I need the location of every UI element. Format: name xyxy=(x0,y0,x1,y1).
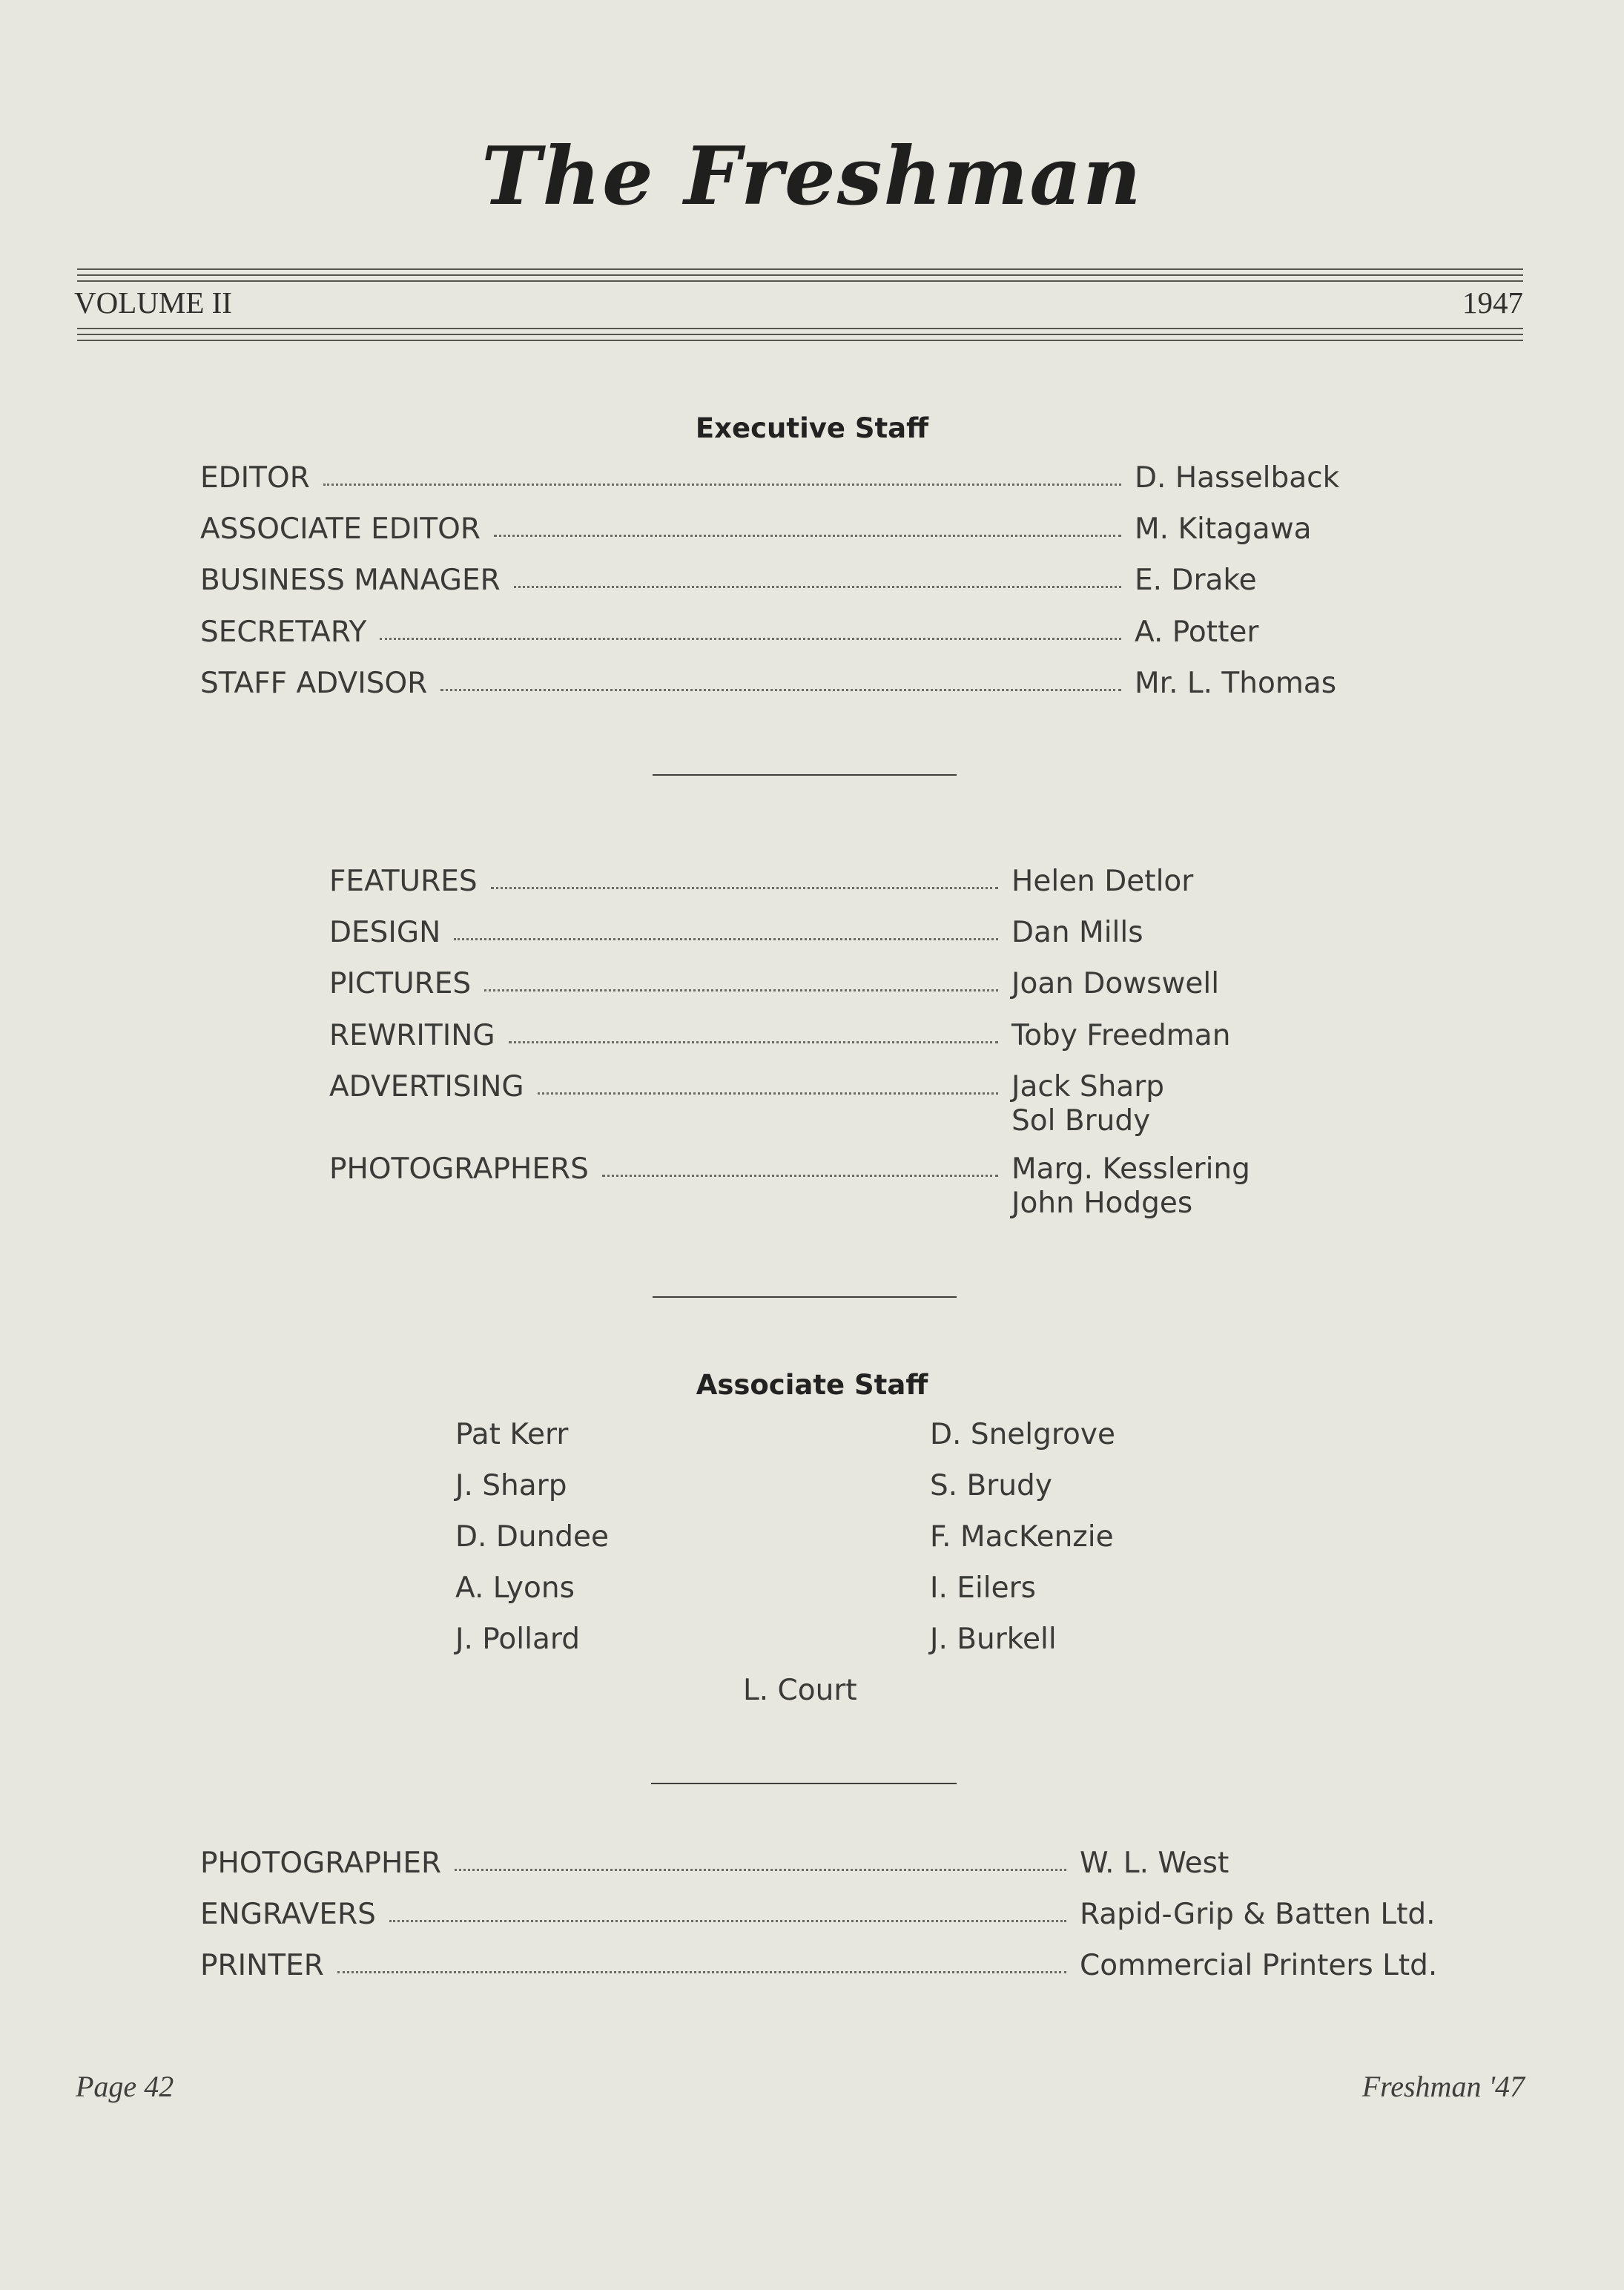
dot-leader xyxy=(602,1152,998,1177)
rule-line xyxy=(77,328,1523,329)
section-divider xyxy=(651,1783,957,1784)
top-double-rule xyxy=(77,268,1523,286)
associate-name: Pat Kerr xyxy=(455,1418,569,1451)
associate-name: J. Pollard xyxy=(455,1623,580,1656)
staff-names xyxy=(1080,1847,1443,1881)
staff-name: Jack Sharp xyxy=(1011,1070,1164,1103)
staff-name: Helen Detlor xyxy=(1011,865,1194,898)
associate-staff-list xyxy=(0,1418,1624,1729)
staff-names xyxy=(1135,461,1357,495)
role-label: SECRETARY xyxy=(200,616,367,649)
dot-leader xyxy=(509,1019,998,1043)
role-label: PHOTOGRAPHERS xyxy=(329,1152,589,1186)
staff-entry xyxy=(200,564,1357,598)
staff-entry xyxy=(200,667,1357,701)
running-footer: Freshman '47 xyxy=(1361,2070,1525,2103)
staff-name: W. L. West xyxy=(1080,1847,1229,1880)
dot-leader xyxy=(514,564,1121,588)
staff-names xyxy=(1135,667,1357,701)
section-divider xyxy=(653,1296,957,1298)
dot-leader xyxy=(484,967,998,991)
staff-entry xyxy=(200,616,1357,650)
staff-entry xyxy=(200,461,1357,495)
page-title: The Freshman xyxy=(481,130,1143,223)
staff-name: Marg. Kesslering xyxy=(1011,1152,1250,1186)
associate-name: S. Brudy xyxy=(930,1469,1052,1502)
role-label: ASSOCIATE EDITOR xyxy=(200,512,481,546)
staff-entry xyxy=(329,1070,1271,1138)
bottom-double-rule xyxy=(77,328,1523,346)
rule-line xyxy=(77,334,1523,335)
rule-line xyxy=(77,280,1523,282)
staff-entry xyxy=(329,967,1271,1001)
staff-names xyxy=(1011,967,1271,1001)
staff-entry xyxy=(329,865,1271,899)
dot-leader xyxy=(494,512,1121,537)
dot-leader xyxy=(455,1847,1066,1871)
associate-name: F. MacKenzie xyxy=(930,1520,1114,1554)
associate-name: I. Eilers xyxy=(930,1571,1036,1605)
staff-entry xyxy=(329,1019,1271,1053)
staff-entry xyxy=(329,1152,1271,1221)
role-label: EDITOR xyxy=(200,461,310,495)
staff-names xyxy=(1011,1152,1271,1221)
staff-name: Toby Freedman xyxy=(1011,1019,1231,1052)
page-number: Page 42 xyxy=(76,2070,174,2103)
staff-names xyxy=(1011,916,1271,950)
rule-line xyxy=(77,268,1523,270)
staff-entry xyxy=(200,1898,1443,1932)
role-label: FEATURES xyxy=(329,865,478,898)
staff-name: Dan Mills xyxy=(1011,916,1143,949)
year-label: 1947 xyxy=(1462,286,1523,320)
dot-leader xyxy=(454,916,998,940)
role-label: STAFF ADVISOR xyxy=(200,667,428,700)
role-label: PHOTOGRAPHER xyxy=(200,1847,442,1880)
staff-name: A. Potter xyxy=(1135,616,1259,649)
staff-names xyxy=(1011,865,1271,899)
volume-label: VOLUME II xyxy=(74,286,232,320)
staff-names xyxy=(1135,564,1357,598)
staff-entry xyxy=(200,1949,1443,1983)
staff-entry xyxy=(200,512,1357,547)
associate-name: A. Lyons xyxy=(455,1571,575,1605)
role-label: ENGRAVERS xyxy=(200,1898,376,1931)
staff-names xyxy=(1135,616,1357,650)
rule-line xyxy=(77,274,1523,276)
staff-names xyxy=(1080,1949,1443,1983)
role-label: PRINTER xyxy=(200,1949,324,1982)
staff-name: Commercial Printers Ltd. xyxy=(1080,1949,1438,1982)
associate-staff-heading: Associate Staff xyxy=(696,1369,928,1401)
role-label: BUSINESS MANAGER xyxy=(200,564,501,597)
staff-name: Sol Brudy xyxy=(1011,1104,1151,1138)
staff-name: M. Kitagawa xyxy=(1135,512,1312,546)
associate-name: D. Dundee xyxy=(455,1520,610,1554)
staff-name: Rapid-Grip & Batten Ltd. xyxy=(1080,1898,1436,1931)
staff-name: D. Hasselback xyxy=(1135,461,1340,495)
dot-leader xyxy=(380,616,1121,640)
dot-leader xyxy=(389,1898,1066,1922)
staff-names xyxy=(1080,1898,1443,1932)
associate-name: J. Burkell xyxy=(930,1623,1057,1656)
staff-name: John Hodges xyxy=(1011,1187,1193,1220)
rule-line xyxy=(77,340,1523,341)
staff-names xyxy=(1011,1019,1271,1053)
associate-name: D. Snelgrove xyxy=(930,1418,1115,1451)
staff-names xyxy=(1135,512,1357,547)
staff-entry xyxy=(200,1847,1443,1881)
associate-name-centered: L. Court xyxy=(743,1674,857,1707)
dot-leader xyxy=(491,865,998,889)
associate-name: J. Sharp xyxy=(455,1469,567,1502)
executive-staff-heading: Executive Staff xyxy=(695,412,929,444)
dot-leader xyxy=(538,1070,998,1095)
dot-leader xyxy=(323,461,1121,486)
dot-leader xyxy=(440,667,1121,691)
role-label: REWRITING xyxy=(329,1019,495,1052)
staff-name: Mr. L. Thomas xyxy=(1135,667,1337,700)
role-label: PICTURES xyxy=(329,967,472,1000)
staff-name: Joan Dowswell xyxy=(1011,967,1220,1000)
staff-entry xyxy=(329,916,1271,950)
role-label: DESIGN xyxy=(329,916,441,949)
dot-leader xyxy=(337,1949,1066,1973)
section-divider xyxy=(653,774,957,776)
staff-names xyxy=(1011,1070,1271,1138)
role-label: ADVERTISING xyxy=(329,1070,524,1103)
staff-name: E. Drake xyxy=(1135,564,1257,597)
